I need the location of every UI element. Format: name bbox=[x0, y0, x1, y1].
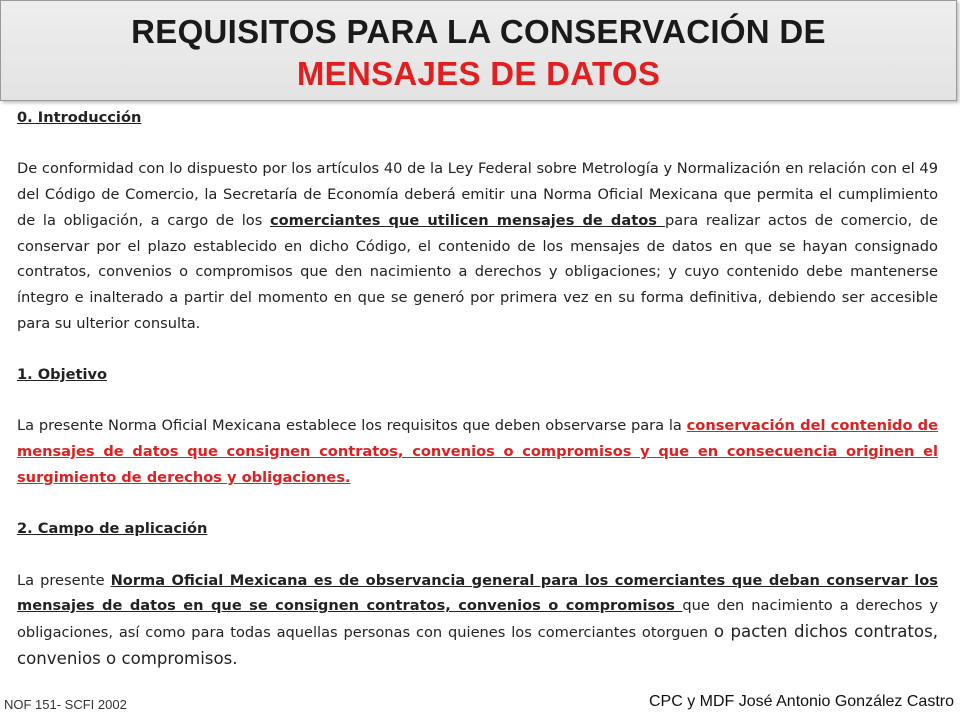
spacer bbox=[17, 131, 938, 157]
title-banner bbox=[0, 0, 957, 101]
section-heading-campo bbox=[17, 516, 938, 542]
title-line-1: REQUISITOS PARA LA CONSERVACIÓN DE bbox=[131, 13, 826, 50]
campo-text-3: o pacten dichos contratos, convenios o compromisos. bbox=[17, 621, 938, 668]
spacer bbox=[17, 491, 938, 517]
objetivo-paragraph bbox=[17, 413, 938, 490]
campo-paragraph bbox=[17, 568, 938, 673]
intro-text-1: De conformidad con lo dispuesto por los artículos 40 de la Ley Federal sobre Metrología y Normalización en relación con el 49 del Código de Comercio, la Secretaría de Economía deberá emitir una Norma Oficial Mexicana que permita el cumplimiento de la obligación, a cargo de los bbox=[17, 160, 938, 229]
intro-heading: 0. Introducción bbox=[17, 109, 142, 126]
campo-heading: 2. Campo de aplicación bbox=[17, 520, 208, 538]
spacer bbox=[17, 336, 938, 362]
objetivo-heading: 1. Objetivo bbox=[17, 366, 108, 383]
document-body bbox=[17, 105, 938, 672]
section-heading-intro bbox=[17, 105, 938, 131]
campo-text-2: que den nacimiento a derechos y obligaciones, así como para todas aquellas personas con quienes los comerciantes otorguen bbox=[17, 597, 938, 641]
objetivo-emphasis: conservación del contenido de mensajes de datos que consignen contratos, convenios o compromisos y que en consecuencia originen el surgimiento de derechos y obligaciones. bbox=[17, 417, 939, 486]
intro-emphasis: comerciantes que utilicen mensajes de datos bbox=[269, 211, 666, 229]
footer-norm-code: NOF 151- SCFI 2002 bbox=[4, 697, 127, 712]
spacer bbox=[17, 542, 938, 568]
title-line-2: MENSAJES DE DATOS bbox=[296, 55, 661, 92]
spacer bbox=[17, 388, 938, 414]
campo-emphasis: Norma Oficial Mexicana es de observancia general para los comerciantes que deban conservar los mensajes de datos en que se consignen contratos, convenios o compromisos bbox=[17, 571, 938, 615]
campo-text-1: La presente bbox=[17, 571, 111, 589]
intro-text-2: para realizar actos de comercio, de conservar por el plazo establecido en dicho Código, el contenido de los mensajes de datos en que se hayan consignado contratos, convenios o compromisos que den nacimiento a derechos y obligaciones; y cuyo contenido debe mantenerse íntegro e inalterado a partir del momento en que se generó por primera vez en su forma definitiva, debiendo ser accesible para su ulterior consulta. bbox=[17, 211, 938, 332]
objetivo-text-1: La presente Norma Oficial Mexicana establece los requisitos que deben observarse para la bbox=[17, 417, 687, 435]
section-heading-objetivo bbox=[17, 362, 938, 388]
footer-author: CPC y MDF José Antonio González Castro bbox=[648, 693, 954, 710]
intro-paragraph bbox=[17, 156, 938, 336]
